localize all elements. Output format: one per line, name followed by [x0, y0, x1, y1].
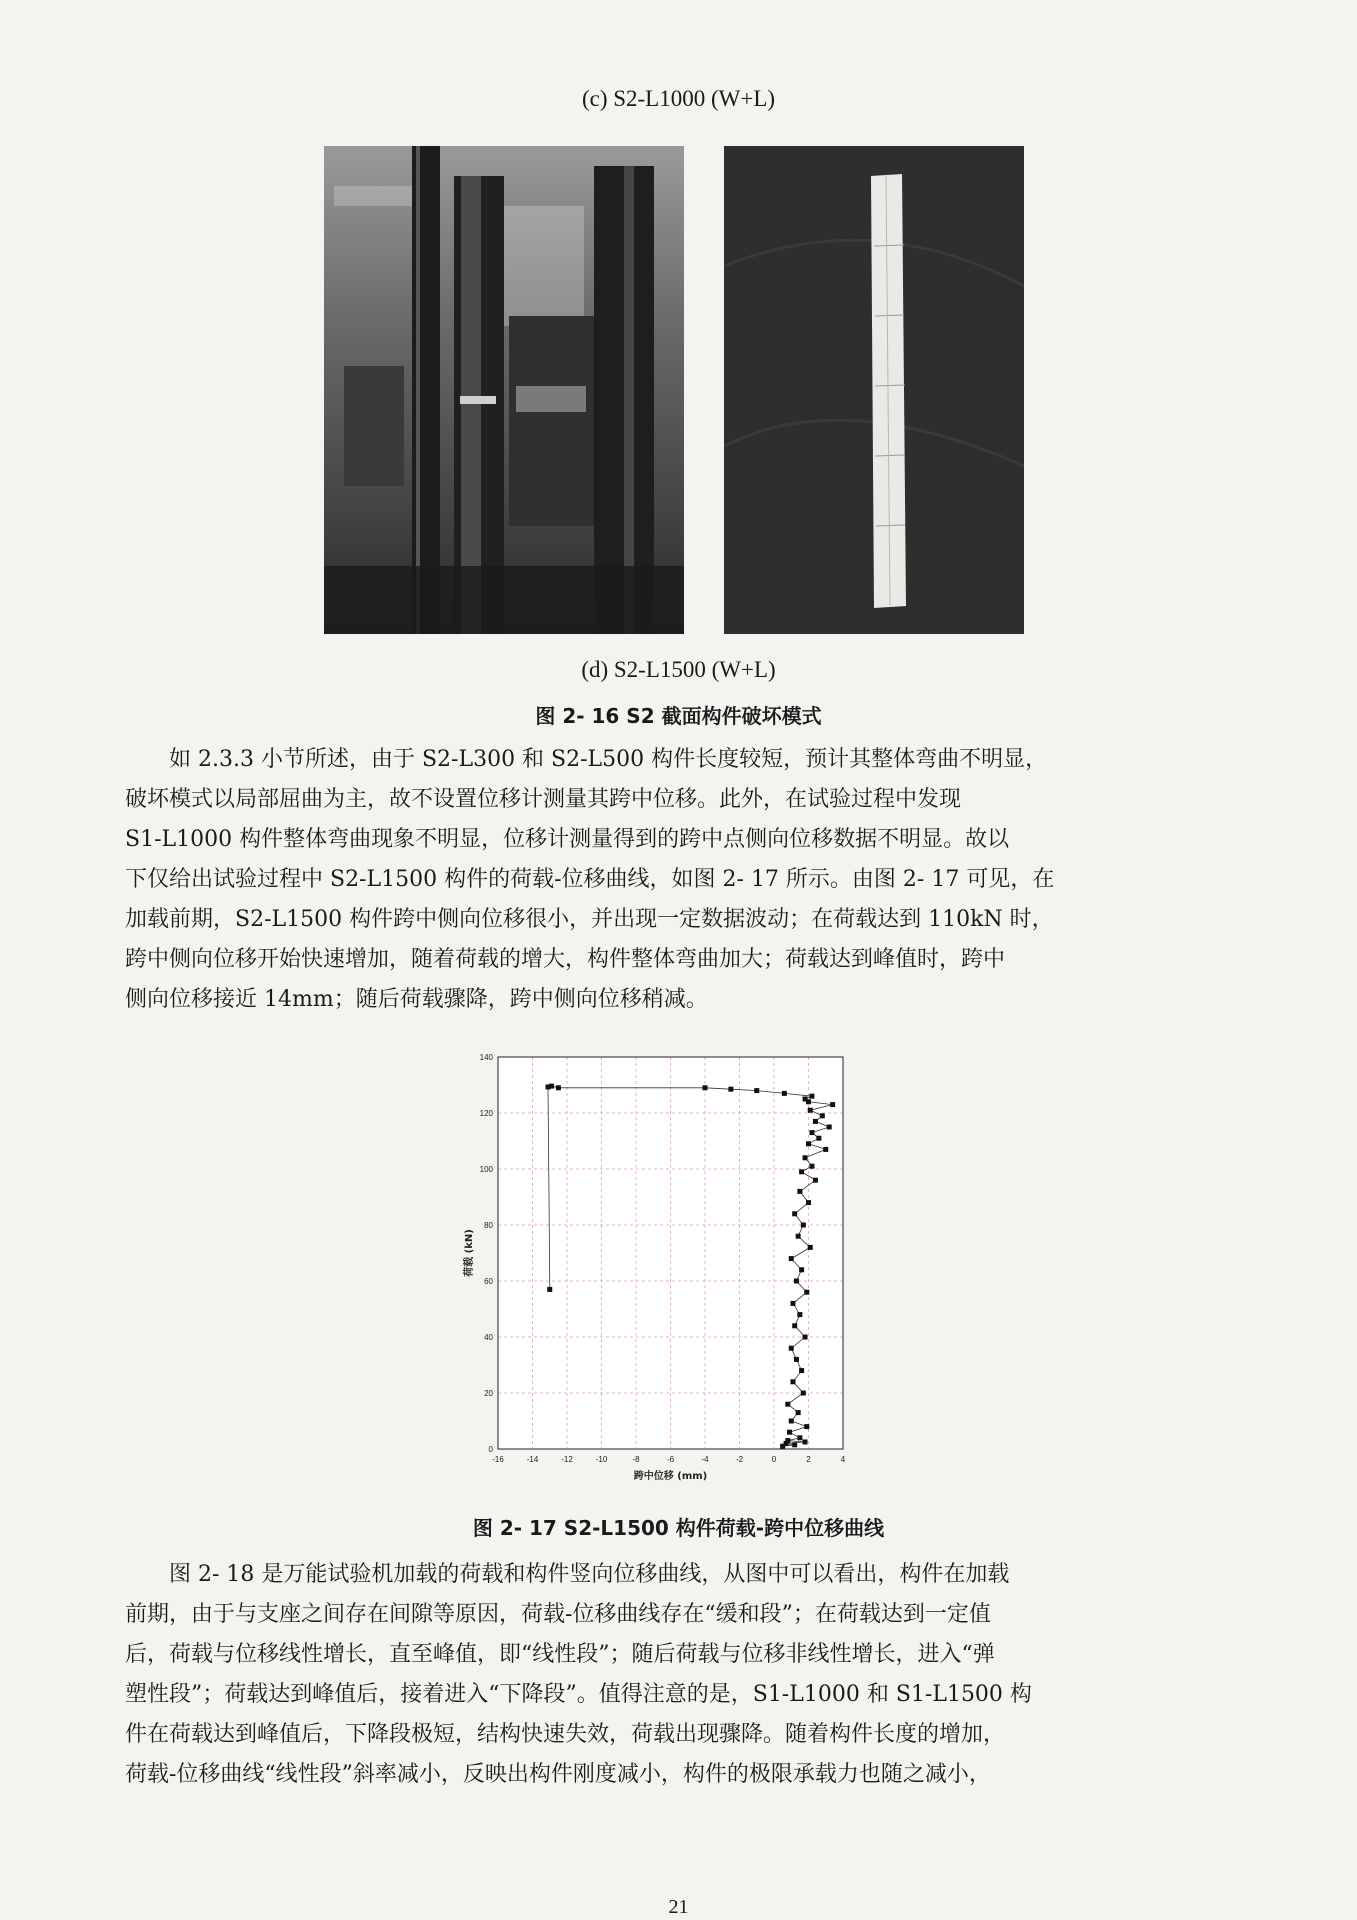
- data-point: [789, 1256, 794, 1261]
- photo-specimen-drawing: [724, 146, 1024, 634]
- paragraph-1-line: 加载前期，S2-L1500 构件跨中侧向位移很小，并出现一定数据波动；在荷载达到 110kN 时，: [125, 907, 1054, 932]
- x-tick-label: -16: [492, 1455, 504, 1464]
- load-displacement-chart: [460, 1045, 860, 1495]
- data-point: [546, 1084, 551, 1089]
- paragraph-1-line: 侧向位移接近 14mm；随后荷载骤降，跨中侧向位移稍减。: [125, 987, 708, 1012]
- paragraph-1-line: 破坏模式以局部屈曲为主，故不设置位移计测量其跨中位移。此外，在试验过程中发现: [125, 787, 962, 812]
- x-tick-label: 2: [806, 1455, 811, 1464]
- data-point: [797, 1435, 802, 1440]
- x-tick-label: -10: [595, 1455, 608, 1464]
- caption-d: (d) S2-L1500 (W+L): [581, 657, 776, 682]
- paragraph-1-line: 如 2.3.3 小节所述，由于 S2-L300 和 S2-L500 构件长度较短，预计其整体弯曲不明显，: [169, 747, 1048, 772]
- data-point: [796, 1234, 801, 1239]
- paragraph-2-line: 塑性段”；荷载达到峰值后，接着进入“下降段”。值得注意的是，S1-L1000 和 S1-L1500 构: [125, 1682, 1032, 1707]
- paragraph-2-line: 图 2- 18 是万能试验机加载的荷载和构件竖向位移曲线，从图中可以看出，构件在加载: [169, 1562, 1010, 1587]
- data-point: [782, 1091, 787, 1096]
- x-tick-label: -2: [735, 1455, 744, 1464]
- data-point: [809, 1130, 814, 1135]
- y-tick-label: 40: [484, 1333, 493, 1342]
- figure-2-16-title: 图 2- 16 S2 截面构件破坏模式: [535, 704, 822, 728]
- data-point: [801, 1391, 806, 1396]
- photo-test-setup: [324, 146, 684, 634]
- y-tick-label: 100: [479, 1165, 493, 1174]
- data-point: [792, 1442, 797, 1447]
- x-tick-label: -8: [632, 1455, 640, 1464]
- data-point: [804, 1424, 809, 1429]
- data-point: [809, 1094, 814, 1099]
- x-tick-label: -4: [701, 1455, 709, 1464]
- data-point: [797, 1189, 802, 1194]
- caption-c: (c) S2-L1000 (W+L): [581, 86, 776, 111]
- data-point: [827, 1125, 832, 1130]
- data-point: [816, 1136, 821, 1141]
- data-point: [809, 1164, 814, 1169]
- y-tick-label: 140: [479, 1053, 493, 1062]
- data-point: [813, 1119, 818, 1124]
- y-tick-label: 80: [484, 1221, 493, 1230]
- paragraph-2-line: 后，荷载与位移线性增长，直至峰值，即“线性段”；随后荷载与位移非线性增长，进入“弹: [125, 1642, 995, 1667]
- data-point: [703, 1085, 708, 1090]
- y-axis-label: 荷载 (kN): [464, 1229, 475, 1277]
- paragraph-2: [125, 1555, 1165, 1795]
- x-tick-label: -12: [561, 1455, 573, 1464]
- figure-2-17-title: 图 2- 17 S2-L1500 构件荷载-跨中位移曲线: [472, 1516, 885, 1540]
- photo-specimen: [724, 146, 1024, 634]
- data-point: [547, 1287, 552, 1292]
- data-point: [801, 1223, 806, 1228]
- data-point: [787, 1430, 792, 1435]
- x-tick-label: -14: [526, 1455, 539, 1464]
- data-point: [808, 1245, 813, 1250]
- data-point: [806, 1141, 811, 1146]
- paragraph-1-line: 跨中侧向位移开始快速增加，随着荷载的增大，构件整体弯曲加大；荷载达到峰值时，跨中: [125, 947, 1006, 972]
- data-point: [728, 1087, 733, 1092]
- data-point: [796, 1410, 801, 1415]
- data-point: [803, 1155, 808, 1160]
- paragraph-2-line: 前期，由于与支座之间存在间隙等原因，荷载-位移曲线存在“缓和段”；在荷载达到一定值: [125, 1602, 991, 1627]
- data-point: [804, 1290, 809, 1295]
- data-point: [792, 1323, 797, 1328]
- data-point: [799, 1267, 804, 1272]
- data-point: [794, 1279, 799, 1284]
- data-point: [799, 1169, 804, 1174]
- data-point: [823, 1147, 828, 1152]
- data-point: [803, 1335, 808, 1340]
- paragraph-2-line: 荷载-位移曲线“线性段”斜率减小，反映出构件刚度减小，构件的极限承载力也随之减小，: [125, 1762, 991, 1787]
- data-point: [556, 1085, 561, 1090]
- x-tick-label: 4: [840, 1455, 846, 1464]
- y-tick-label: 20: [484, 1389, 493, 1398]
- x-axis-label: 跨中位移 (mm): [633, 1471, 708, 1482]
- data-point: [754, 1088, 759, 1093]
- data-point: [799, 1368, 804, 1373]
- data-point: [785, 1402, 790, 1407]
- data-point: [792, 1211, 797, 1216]
- y-tick-label: 60: [484, 1277, 493, 1286]
- data-point: [790, 1301, 795, 1306]
- data-point: [820, 1113, 825, 1118]
- data-point: [808, 1108, 813, 1113]
- data-point: [794, 1357, 799, 1362]
- data-point: [785, 1438, 790, 1443]
- x-tick-label: -6: [666, 1455, 675, 1464]
- paragraph-1-line: 下仅给出试验过程中 S2-L1500 构件的荷载-位移曲线，如图 2- 17 所示。由图 2- 17 可见，在: [125, 867, 1055, 892]
- data-point: [803, 1440, 808, 1445]
- data-point: [830, 1102, 835, 1107]
- data-point: [803, 1097, 808, 1102]
- data-point: [790, 1379, 795, 1384]
- data-point: [789, 1419, 794, 1424]
- page-number: 21: [668, 1896, 689, 1918]
- photo-test-setup-drawing: [324, 146, 684, 634]
- y-tick-label: 0: [488, 1445, 493, 1454]
- paragraph-1: [125, 740, 1165, 1020]
- data-point: [813, 1178, 818, 1183]
- data-point: [806, 1200, 811, 1205]
- data-point: [789, 1346, 794, 1351]
- y-tick-label: 120: [479, 1109, 493, 1118]
- x-tick-label: 0: [771, 1455, 777, 1464]
- paragraph-2-line: 件在荷载达到峰值后，下降段极短，结构快速失效，荷载出现骤降。随着构件长度的增加，: [125, 1722, 1006, 1747]
- data-point: [797, 1312, 802, 1317]
- paragraph-1-line: S1-L1000 构件整体弯曲现象不明显，位移计测量得到的跨中点侧向位移数据不明显。故以: [125, 827, 1010, 852]
